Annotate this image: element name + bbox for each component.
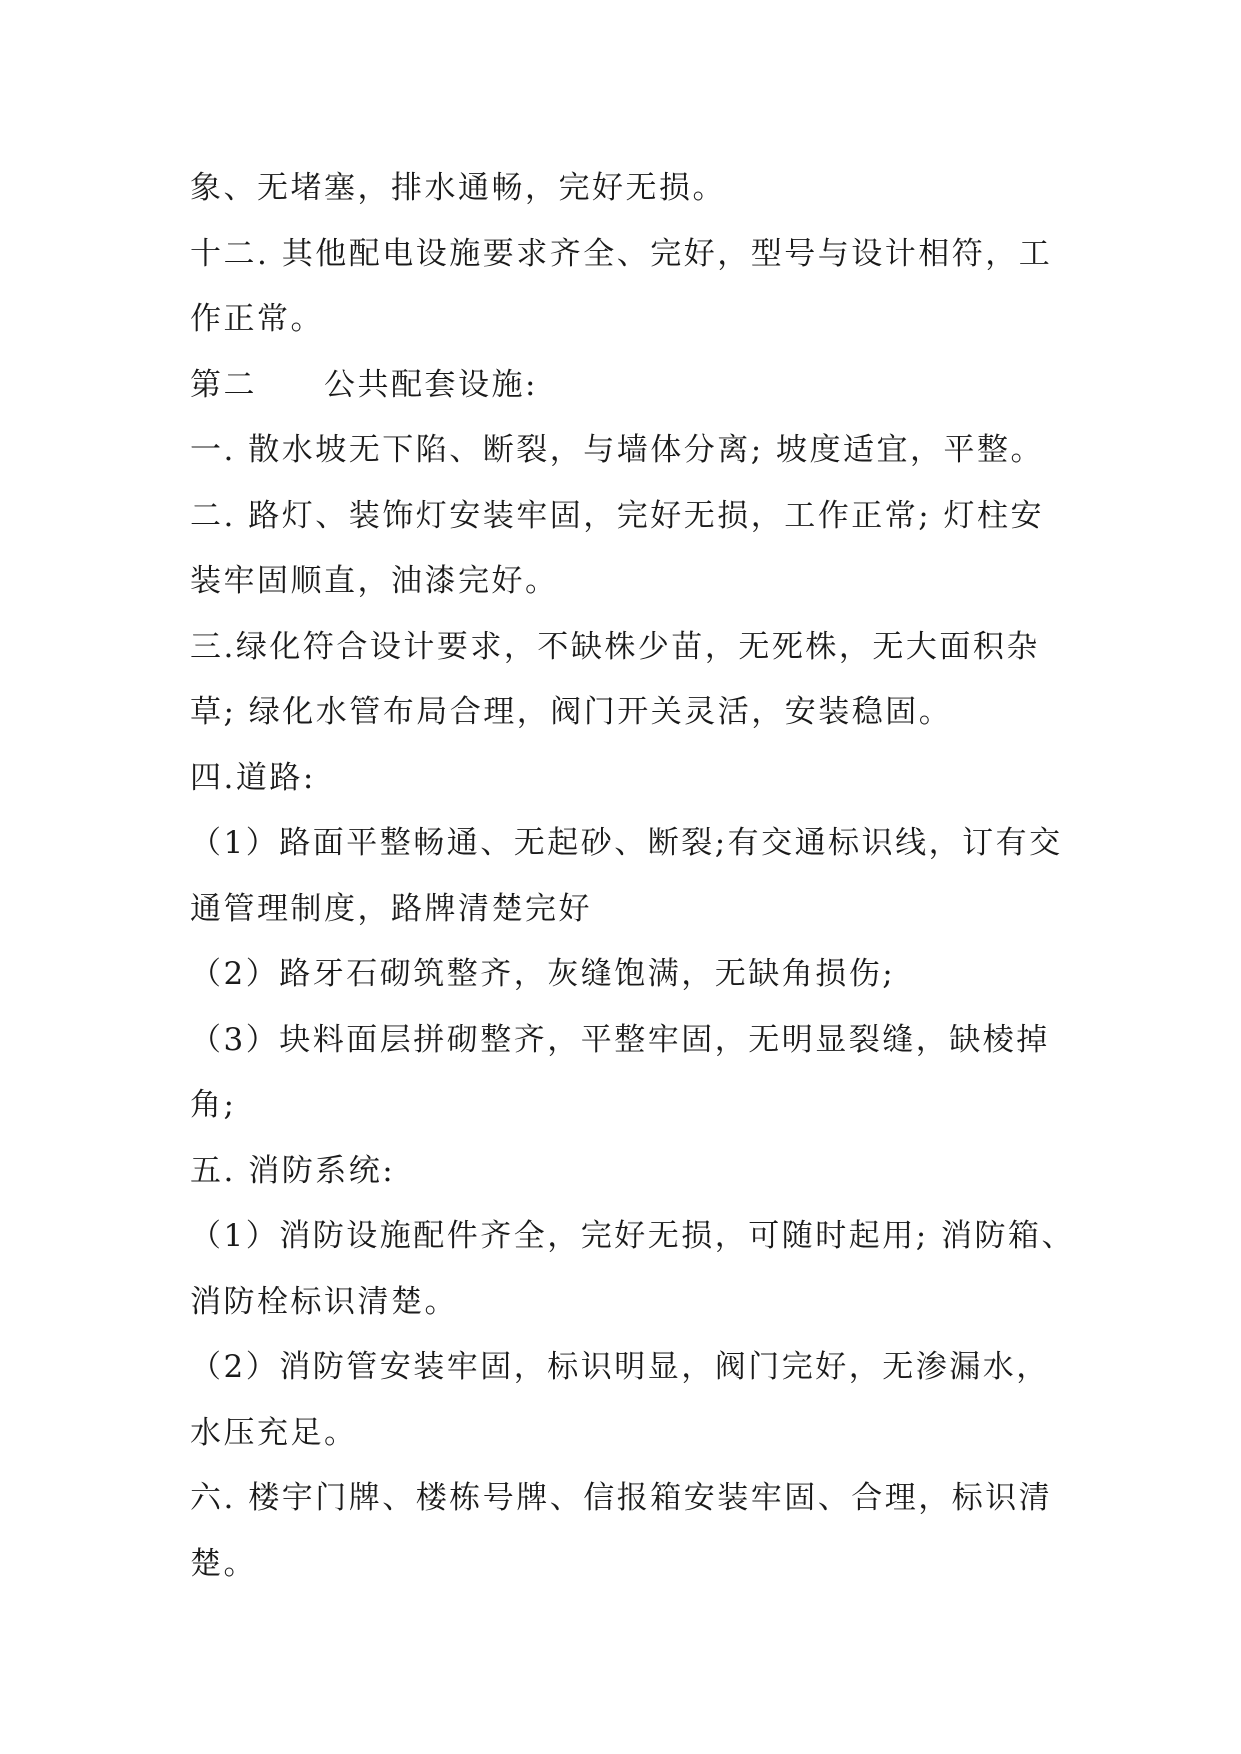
text-line: 水压充足。 [190,1414,358,1451]
subsection-heading: 五. 消防系统: [190,1152,396,1189]
text-line: 十二. 其他配电设施要求齐全、完好，型号与设计相符，工 [190,235,1053,272]
text-line: 楚。 [190,1545,257,1582]
text-line: 通管理制度，路牌清楚完好 [190,890,592,927]
text-line: （1）路面平整畅通、无起砂、断裂;有交通标识线，订有交 [190,825,1063,861]
text-line: 装牢固顺直，油漆完好。 [190,563,559,599]
subsection-heading: 四.道路: [190,759,316,796]
text-line: 角; [190,1087,237,1123]
section-heading: 第二 公共配套设施: [190,366,538,403]
text-line: （2）消防管安装牢固，标识明显，阀门完好，无渗漏水， [190,1349,1050,1385]
text-line: 消防栓标识清楚。 [190,1283,458,1320]
text-line: 三.绿化符合设计要求，不缺株少苗，无死株，无大面积杂 [190,628,1040,665]
text-line: 二. 路灯、装饰灯安装牢固，完好无损，工作正常; 灯柱安 [190,497,1045,534]
text-line: 六. 楼宇门牌、楼栋号牌、信报箱安装牢固、合理，标识清 [190,1480,1053,1516]
text-line: （3）块料面层拼砌整齐，平整牢固，无明显裂缝，缺棱掉 [190,1021,1050,1058]
document-body [190,156,1076,1597]
text-line: （1）消防设施配件齐全，完好无损，可随时起用; 消防箱、 [190,1218,1076,1254]
text-line: 象、无堵塞，排水通畅，完好无损。 [190,170,726,206]
text-line: 草; 绿化水管布局合理，阀门开关灵活，安装稳固。 [190,694,953,730]
text-line: 作正常。 [190,301,324,337]
text-line: 一. 散水坡无下陷、断裂，与墙体分离; 坡度适宜，平整。 [190,432,1045,468]
text-line: （2）路牙石砌筑整齐，灰缝饱满，无缺角损伤; [190,956,896,992]
